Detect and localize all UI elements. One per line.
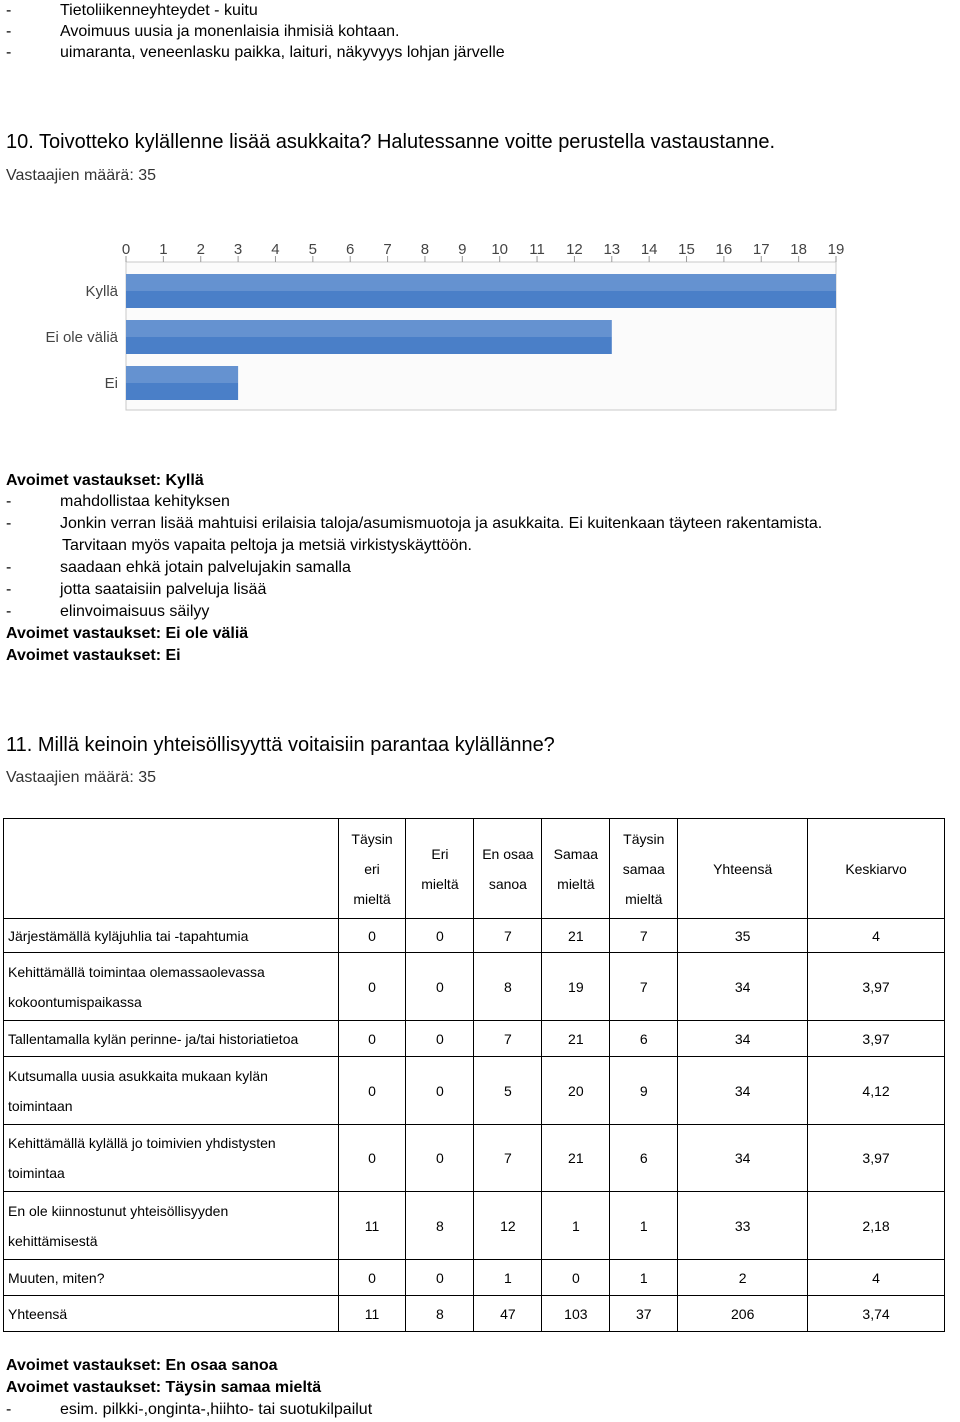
cell: 34: [678, 1125, 808, 1192]
x-tick-label: 15: [678, 241, 695, 258]
x-tick-label: 10: [491, 241, 509, 258]
list-item: [6, 0, 258, 22]
list-item: [6, 1399, 372, 1421]
category-label: Ei: [104, 375, 118, 392]
cell: 8: [406, 1192, 474, 1260]
x-tick-label: 1: [159, 241, 168, 258]
list-item-text: saadaan ehkä jotain palvelujakin samalla: [60, 559, 351, 576]
x-tick-label: 17: [752, 241, 770, 258]
cell: 7: [474, 1125, 542, 1192]
cell: 21: [542, 1125, 610, 1192]
cell: 2: [678, 1260, 808, 1296]
cell: 34: [678, 1021, 808, 1057]
list-item: [6, 601, 209, 623]
cell: 34: [678, 953, 808, 1021]
cell: 3,97: [808, 953, 945, 1021]
x-tick-label: 19: [827, 241, 845, 258]
cell: 3,74: [808, 1296, 945, 1332]
list-dash: -: [6, 23, 12, 40]
open-answers-heading-yes: Avoimet vastaukset: Kyllä: [6, 472, 204, 489]
cell: 21: [542, 1021, 610, 1057]
table-row: [4, 1021, 945, 1057]
cell: 33: [678, 1192, 808, 1260]
header-total: Yhteensä: [678, 819, 808, 919]
list-dash: -: [6, 1401, 12, 1418]
cell: 0: [406, 1021, 474, 1057]
cell: 0: [406, 1057, 474, 1125]
cell: 1: [610, 1192, 678, 1260]
cell: 20: [542, 1057, 610, 1125]
list-item-text: jotta saataisiin palveluja lisää: [60, 581, 267, 598]
cell: 21: [542, 919, 610, 953]
table-row: [4, 1192, 945, 1260]
cell: 19: [542, 953, 610, 1021]
header-strongly-disagree: Täysin eri mieltä: [338, 819, 406, 919]
cell: 4: [808, 919, 945, 953]
cell: 2,18: [808, 1192, 945, 1260]
respondent-count: Vastaajien määrä: 35: [6, 769, 157, 786]
table-row: [4, 1260, 945, 1296]
table-row: [4, 1057, 945, 1125]
x-tick-label: 6: [346, 241, 355, 258]
question-10-title: 10. Toivotteko kylällenne lisää asukkaita? Halutessanne voitte perustella vastaustanne.: [6, 131, 775, 153]
table-row: [4, 919, 945, 953]
cell: 34: [678, 1057, 808, 1125]
cell: 0: [406, 919, 474, 953]
list-item-text: elinvoimaisuus säilyy: [60, 603, 210, 620]
bar-highlight: [126, 274, 836, 291]
x-tick-label: 5: [308, 241, 318, 258]
cell: 0: [406, 1260, 474, 1296]
list-item: [6, 21, 399, 43]
row-label: Muuten, miten?: [4, 1260, 339, 1296]
header-average: Keskiarvo: [808, 819, 945, 919]
cell: 11: [338, 1296, 406, 1332]
cell: 8: [474, 953, 542, 1021]
list-item: [6, 579, 266, 601]
cell: 0: [338, 1125, 406, 1192]
x-tick-label: 13: [603, 241, 621, 258]
x-tick-label: 11: [529, 241, 545, 258]
row-label: Kutsumalla uusia asukkaita mukaan kylän toimintaan: [4, 1057, 339, 1125]
list-dash: -: [6, 44, 12, 61]
likert-table: [3, 818, 945, 1332]
cell: 0: [406, 1125, 474, 1192]
x-tick-label: 14: [640, 241, 658, 258]
header-empty: [4, 819, 339, 919]
list-dash: -: [6, 515, 12, 532]
list-item: [6, 557, 351, 579]
cell: 9: [610, 1057, 678, 1125]
list-item: [6, 513, 822, 535]
cell: 7: [610, 953, 678, 1021]
category-label: Kyllä: [85, 283, 118, 300]
open-answers-heading-no: Avoimet vastaukset: Ei: [6, 647, 181, 664]
row-label: Yhteensä: [4, 1296, 339, 1332]
row-label: Järjestämällä kyläjuhlia tai -tapahtumia: [4, 919, 339, 953]
cell: 7: [474, 919, 542, 953]
list-item: [6, 42, 505, 64]
x-tick-label: 8: [420, 241, 430, 258]
bar-highlight: [126, 320, 612, 337]
respondent-count: Vastaajien määrä: 35: [6, 167, 157, 184]
x-tick-label: 18: [790, 241, 807, 258]
header-disagree: Eri mieltä: [406, 819, 474, 919]
list-item-text: mahdollistaa kehityksen: [60, 493, 230, 510]
cell: 0: [338, 953, 406, 1021]
cell: 0: [338, 1021, 406, 1057]
cell: 4,12: [808, 1057, 945, 1125]
cell: 4: [808, 1260, 945, 1296]
cell: 7: [610, 919, 678, 953]
list-item: [6, 491, 230, 513]
row-label: Tallentamalla kylän perinne- ja/tai historiatietoa: [4, 1021, 339, 1057]
x-tick-label: 16: [715, 241, 733, 258]
category-label: Ei ole väliä: [45, 329, 118, 346]
cell: 35: [678, 919, 808, 953]
cell: 0: [338, 1260, 406, 1296]
cell: 11: [338, 1192, 406, 1260]
list-dash: -: [6, 493, 12, 510]
cell: 8: [406, 1296, 474, 1332]
list-dash: -: [6, 603, 12, 620]
cell: 37: [610, 1296, 678, 1332]
x-tick-label: 9: [458, 241, 467, 258]
list-dash: -: [6, 581, 12, 598]
table-header-row: [4, 819, 945, 919]
list-item-text: esim. pilkki-,onginta-,hiihto- tai suotukilpailut: [60, 1401, 373, 1418]
list-item-text: Avoimuus uusia ja monenlaisia ihmisiä kohtaan.: [60, 23, 400, 40]
table-row: [4, 953, 945, 1021]
x-tick-label: 2: [196, 241, 205, 258]
open-answers-heading-agree: Avoimet vastaukset: Täysin samaa mieltä: [6, 1379, 322, 1396]
cell: 1: [474, 1260, 542, 1296]
list-item-text: Tietoliikenneyhteydet - kuitu: [60, 2, 258, 19]
list-item-text: Jonkin verran lisää mahtuisi erilaisia taloja/asumismuotoja ja asukkaita. Ei kuitenkaan täyteen rakentamista.: [60, 515, 823, 532]
cell: 206: [678, 1296, 808, 1332]
open-answers-heading-unsure: Avoimet vastaukset: En osaa sanoa: [6, 1357, 278, 1374]
question-11-title: 11. Millä keinoin yhteisöllisyyttä voitaisiin parantaa kylällänne?: [6, 734, 555, 756]
table-row-total: [4, 1296, 945, 1332]
x-tick-label: 4: [271, 241, 280, 258]
row-label: Kehittämällä kylällä jo toimivien yhdistysten toimintaa: [4, 1125, 339, 1192]
cell: 0: [338, 1057, 406, 1125]
cell: 1: [610, 1260, 678, 1296]
cell: 0: [338, 919, 406, 953]
x-tick-label: 3: [233, 241, 243, 258]
open-answers-heading-neutral: Avoimet vastaukset: Ei ole väliä: [6, 625, 249, 642]
header-unsure: En osaa sanoa: [474, 819, 542, 919]
x-tick-label: 7: [383, 241, 392, 258]
cell: 0: [406, 953, 474, 1021]
row-label: En ole kiinnostunut yhteisöllisyyden kehittämisestä: [4, 1192, 339, 1260]
table-row: [4, 1125, 945, 1192]
cell: 6: [610, 1021, 678, 1057]
x-tick-label: 0: [121, 241, 131, 258]
bar-highlight: [126, 366, 238, 383]
cell: 5: [474, 1057, 542, 1125]
cell: 6: [610, 1125, 678, 1192]
header-agree: Samaa mieltä: [542, 819, 610, 919]
bar-chart: [30, 230, 845, 420]
header-strongly-agree: Täysin samaa mieltä: [610, 819, 678, 919]
cell: 7: [474, 1021, 542, 1057]
cell: 0: [542, 1260, 610, 1296]
cell: 3,97: [808, 1021, 945, 1057]
list-item-text: uimaranta, veneenlasku paikka, laituri, näkyvyys lohjan järvelle: [60, 44, 505, 61]
cell: 3,97: [808, 1125, 945, 1192]
cell: 103: [542, 1296, 610, 1332]
list-dash: -: [6, 2, 12, 19]
list-dash: -: [6, 559, 12, 576]
cell: 47: [474, 1296, 542, 1332]
cell: 12: [474, 1192, 542, 1260]
list-item-continuation: Tarvitaan myös vapaita peltoja ja metsiä virkistyskäyttöön.: [62, 537, 472, 554]
row-label: Kehittämällä toimintaa olemassaolevassa kokoontumispaikassa: [4, 953, 339, 1021]
cell: 1: [542, 1192, 610, 1260]
x-tick-label: 12: [566, 241, 583, 258]
